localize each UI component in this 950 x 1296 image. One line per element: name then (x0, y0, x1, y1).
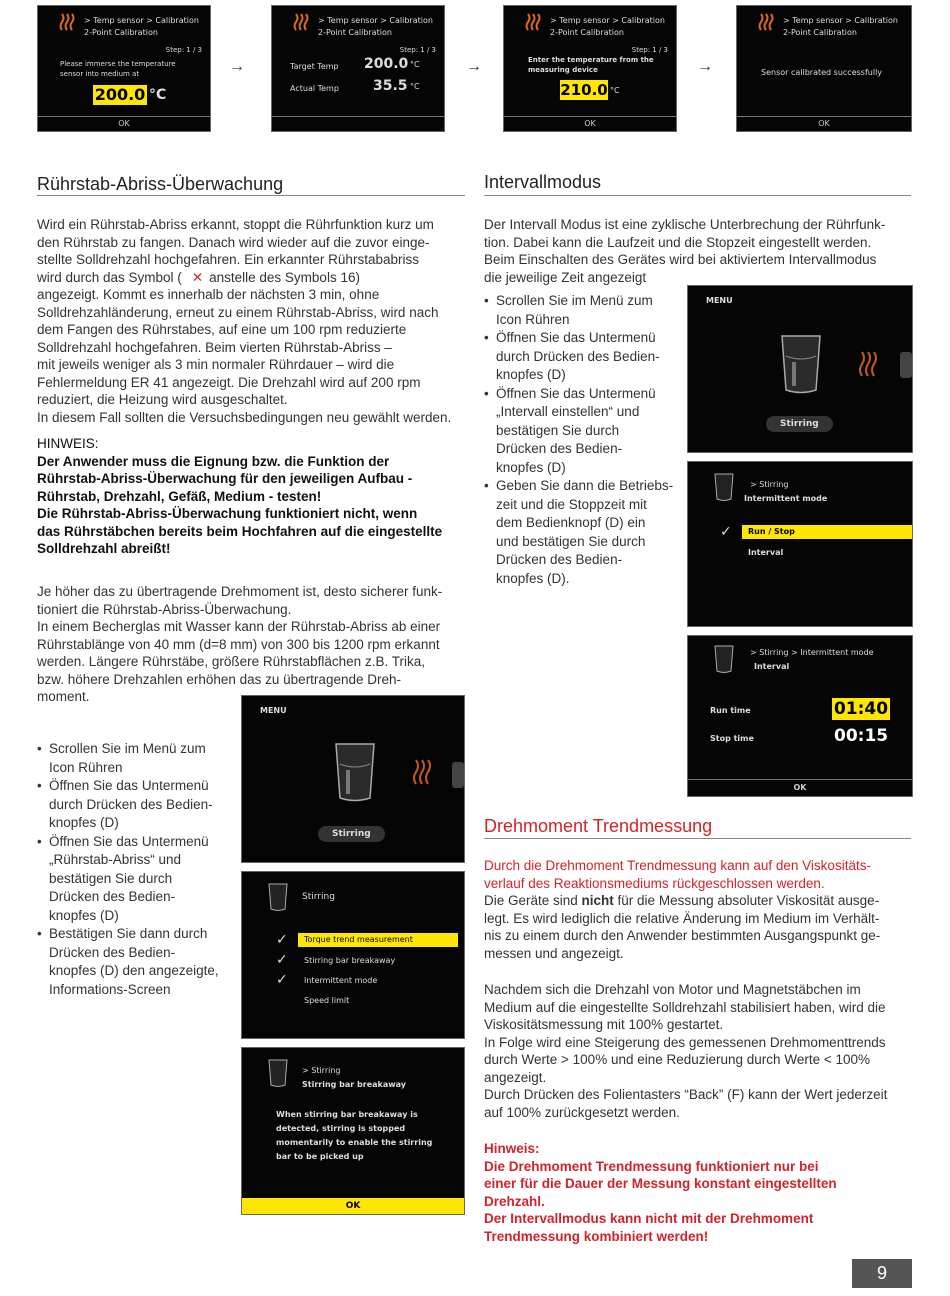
menu-selected-label[interactable]: Stirring (766, 416, 833, 432)
check-icon: ✓ (276, 972, 288, 988)
text-line: Rührstab-Abriss-Überwachung für den jeweiligen Aufbau - (37, 471, 413, 486)
run-time-label: Run time (710, 706, 751, 715)
screen-subtitle: Interval (754, 662, 790, 671)
menu-item-icon (452, 762, 464, 788)
text-line: Rührstab, Drehzahl, Gefäß, Medium - testen! (37, 488, 322, 504)
text-line: Beim Einschalten des Gerätes wird bei aktiviertem Intervallmodus (484, 252, 877, 267)
beaker-icon (266, 882, 290, 912)
list-item: • Öffnen Sie das Untermenü durch Drücken des Bedien- knopfes (D) (484, 329, 684, 385)
menu-screen (687, 285, 913, 453)
breakaway-cross-icon: ✕ (191, 269, 204, 285)
interval-screen (687, 635, 913, 797)
list-item: • Scrollen Sie im Menü zum Icon Rühren (484, 292, 684, 329)
ok-button[interactable]: OK (38, 116, 210, 131)
text-line: das Rührstäbchen bereits beim Hochfahren auf die eingestellte (37, 523, 443, 539)
message-line: measuring device (528, 66, 598, 74)
heater-icon (757, 12, 775, 34)
info-line: momentarily to enable the stirring (276, 1138, 433, 1147)
beaker-icon (712, 644, 736, 674)
menu-screen (241, 695, 465, 863)
page-number: 9 (852, 1259, 912, 1288)
text-line: Viskositätsmessung mit 100% gestartet. (484, 1017, 724, 1032)
text-line: Wird ein Rührstab-Abriss erkannt, stoppt die Rührfunktion kurz um (37, 217, 434, 232)
check-icon: ✓ (276, 952, 288, 968)
check-icon: ✓ (720, 524, 732, 540)
stop-time-value[interactable]: 00:15 (834, 726, 889, 746)
target-temp-unit: °C (410, 60, 420, 69)
arrow-right-icon: → (697, 58, 713, 75)
menu-title: MENU (260, 706, 287, 715)
success-message: Sensor calibrated successfully (761, 68, 883, 77)
message-line: Please immerse the temperature (60, 60, 176, 68)
interval-description (484, 216, 914, 286)
breadcrumb: > Stirring > Intermittent mode (750, 648, 874, 657)
divider (484, 838, 911, 839)
screen-subtitle: Intermittent mode (744, 494, 828, 503)
menu-item-torque-trend[interactable]: Torque trend measurement (298, 933, 458, 947)
screen-title: Stirring (302, 892, 335, 902)
step-indicator: Step: 1 / 3 (399, 46, 436, 54)
message-line: sensor into medium at (60, 70, 140, 78)
text-line: Die Geräte sind nicht für die Messung absoluter Viskosität ausge- (484, 893, 880, 908)
text-line: einer für die Dauer der Messung konstant eingestellten (484, 1176, 837, 1191)
check-icon: ✓ (276, 932, 288, 948)
beaker-icon (330, 740, 380, 804)
screen-subtitle: Stirring bar breakaway (302, 1080, 406, 1089)
section-title-interval-mode: Intervallmodus (484, 172, 602, 192)
breadcrumb: > Temp sensor > Calibration (783, 16, 898, 25)
note-heading: HINWEIS: (37, 436, 99, 451)
text-line: legt. Es wird lediglich die relative Änderung im Medium im Verhält- (484, 910, 880, 926)
text-line: mit jeweils weniger als 3 min normaler Rührdauer – wird die (37, 357, 395, 372)
text-line: moment. (37, 689, 90, 704)
text-line: Drehzahl. (484, 1193, 545, 1209)
info-line: detected, stirring is stopped (276, 1124, 406, 1133)
breadcrumb: > Temp sensor > Calibration (84, 16, 199, 25)
text-line: reduziert, die Heizung wird ausgeschaltet. (37, 392, 288, 407)
calibration-screen-3 (503, 5, 677, 132)
menu-item-speed-limit[interactable]: Speed limit (304, 996, 350, 1005)
step-indicator: Step: 1 / 3 (165, 46, 202, 54)
target-temp-value: 200.0 (364, 56, 409, 72)
ok-button[interactable]: OK (688, 779, 912, 796)
torque-trend-note (484, 1140, 924, 1245)
torque-trend-text (484, 857, 924, 962)
text-line: Der Intervall Modus ist eine zyklische Unterbrechung der Rührfunk- (484, 217, 886, 232)
list-item: • Öffnen Sie das Untermenü „Intervall einstellen“ und bestätigen Sie durch Drücken des Bedien- knopfes (D) (484, 385, 684, 478)
stop-time-label: Stop time (710, 734, 754, 743)
target-temp-label: Target Temp (290, 62, 339, 71)
unit-label: °C (149, 87, 167, 103)
text-line: Solldrehzahl hochgefahren. Beim vierten Rührstab-Abriss – (37, 339, 392, 355)
breakaway-description (37, 216, 467, 426)
menu-title: MENU (706, 296, 733, 305)
breadcrumb: > Stirring (750, 480, 789, 489)
breakaway-note (37, 435, 467, 558)
screen-subtitle: 2-Point Calibration (550, 28, 624, 37)
run-time-value[interactable]: 01:40 (833, 699, 889, 719)
calibration-screen-1 (37, 5, 211, 132)
breakaway-info-screen (241, 1047, 465, 1215)
text-line: Rührstablänge von 40 mm (d=8 mm) von 300 bis 1200 rpm erkannt (37, 636, 440, 652)
arrow-right-icon: → (466, 58, 482, 75)
option-run-stop[interactable]: Run / Stop (742, 525, 912, 539)
actual-temp-label: Actual Temp (290, 84, 339, 93)
text-line: In diesem Fall sollten die Versuchsbedingungen neu gewählt werden. (37, 409, 452, 425)
text-line: Der Intervallmodus kann nicht mit der Drehmoment (484, 1211, 814, 1226)
list-item: • Bestätigen Sie dann durch Drücken des Bedien- knopfes (D) den angezeigte, Informations-Screen (37, 925, 237, 999)
text-line: Solldrehzahl abreißt! (37, 541, 171, 556)
stirring-menu-screen (241, 871, 465, 1039)
text-line: Die Drehmoment Trendmessung funktioniert nur bei (484, 1158, 819, 1174)
list-item: • Öffnen Sie das Untermenü durch Drücken des Bedien- knopfes (D) (37, 777, 237, 833)
text-line: angezeigt. (484, 1069, 547, 1085)
text-line: In Folge wird eine Steigerung des gemessenen Drehmomenttrends (484, 1034, 886, 1050)
breadcrumb: > Temp sensor > Calibration (318, 16, 433, 25)
value-field[interactable]: 200.0 (94, 85, 146, 104)
breadcrumb: > Temp sensor > Calibration (550, 16, 665, 25)
breadcrumb: > Stirring (302, 1066, 341, 1075)
text-line: Je höher das zu übertragende Drehmoment ist, desto sicherer funk- (37, 584, 443, 599)
ok-button[interactable]: OK (504, 116, 676, 131)
text-line: Trendmessung kombiniert werden! (484, 1228, 709, 1244)
info-line: bar to be picked up (276, 1152, 364, 1161)
footer-bar (272, 116, 444, 131)
section-title-stirring-bar-breakaway: Rührstab-Abriss-Überwachung (37, 174, 284, 194)
text-line: Durch die Drehmoment Trendmessung kann auf den Viskositäts- (484, 858, 871, 873)
value-field[interactable]: 210.0 (560, 81, 608, 99)
text-line: Medium auf die eingestellte Solldrehzahl stabilisiert haben, wird die (484, 999, 886, 1015)
note-heading: Hinweis: (484, 1141, 540, 1156)
text-line: tion. Dabei kann die Laufzeit und die Stopzeit eingestellt werden. (484, 234, 872, 250)
torque-trend-procedure (484, 981, 924, 1121)
text-line: wird durch das Symbol ( ✕ anstelle des Symbols 16) (37, 269, 360, 285)
text-line: verlauf des Reaktionsmediums rückgeschlossen werden. (484, 875, 825, 891)
text-line: nis zu einem durch den Anwender bestimmten Ausgangspunkt ge- (484, 928, 881, 943)
menu-item-stirring-bar-breakaway[interactable]: Stirring bar breakaway (304, 956, 396, 965)
text-line: Nachdem sich die Drehzahl von Motor und Magnetstäbchen im (484, 982, 861, 997)
actual-temp-unit: °C (410, 82, 420, 91)
heater-icon (412, 756, 434, 788)
beaker-icon (712, 472, 736, 502)
beaker-icon (266, 1058, 290, 1088)
text-line: Der Anwender muss die Eignung bzw. die Funktion der (37, 453, 390, 469)
breakaway-steps-list (37, 740, 237, 999)
text-line: Solldrehzahländerung, erneut zu einem Rührstab-Abriss, wird nach (37, 304, 439, 320)
calibration-screen-4 (736, 5, 912, 132)
torque-description (37, 583, 467, 706)
heater-icon (858, 348, 880, 380)
text-line: angezeigt. Kommt es innerhalb der nächsten 3 min, ohne (37, 287, 380, 302)
text-line: den Rührstab zu fangen. Danach wird wieder auf die zuvor einge- (37, 234, 430, 250)
intermittent-mode-screen (687, 461, 913, 627)
info-line: When stirring bar breakaway is (276, 1110, 418, 1119)
heater-icon (58, 12, 76, 34)
text-line: stellte Solldrehzahl hochgefahren. Ein erkannter Rührstababriss (37, 252, 419, 267)
text-line: messen und angezeigt. (484, 945, 624, 961)
divider (484, 195, 911, 196)
list-item: • Öffnen Sie das Untermenü „Rührstab-Abriss“ und bestätigen Sie durch Drücken des Bedien- knopfes (D) (37, 833, 237, 926)
screen-subtitle: 2-Point Calibration (783, 28, 857, 37)
arrow-right-icon: → (229, 58, 245, 75)
text-line: Durch Drücken des Folientasters “Back” (F) kann der Wert jederzeit (484, 1087, 888, 1102)
text-line: Die Rührstab-Abriss-Überwachung funktioniert nicht, wenn (37, 506, 418, 521)
unit-label: °C (610, 86, 620, 95)
list-item: • Scrollen Sie im Menü zum Icon Rühren (37, 740, 237, 777)
list-item: • Geben Sie dann die Betriebs- zeit und die Stoppzeit mit dem Bedienknopf (D) ein und bestätigen Sie durch Drücken des Bedien- knopfes (D). (484, 477, 684, 588)
ok-button[interactable]: OK (737, 116, 911, 131)
message-line: Enter the temperature from the (528, 56, 654, 64)
step-indicator: Step: 1 / 3 (631, 46, 668, 54)
heater-icon (292, 12, 310, 34)
actual-temp-value: 35.5 (373, 78, 408, 94)
section-title-torque-trend: Drehmoment Trendmessung (484, 816, 713, 836)
beaker-icon (776, 332, 826, 396)
menu-item-intermittent-mode[interactable]: Intermittent mode (304, 976, 378, 985)
calibration-screen-2 (271, 5, 445, 132)
ok-button[interactable]: OK (242, 1198, 464, 1214)
text-line: bzw. höhere Drehzahlen erhöhen das zu übertragende Dreh- (37, 671, 401, 687)
text-line: werden. Längere Rührstäbe, größere Rührstabflächen z.B. Trika, (37, 654, 425, 669)
text-line: tioniert die Rührstab-Abriss-Überwachung. (37, 601, 292, 617)
text-line: In einem Becherglas mit Wasser kann der Rührstab-Abriss ab einer (37, 619, 441, 634)
menu-selected-label[interactable]: Stirring (318, 826, 385, 842)
text-line: dem Fangen des Rührstabes, auf eine um 100 rpm reduzierte (37, 322, 407, 337)
menu-item-icon (900, 352, 912, 378)
heater-icon (524, 12, 542, 34)
option-interval[interactable]: Interval (748, 548, 784, 557)
divider (37, 195, 465, 196)
screen-subtitle: 2-Point Calibration (318, 28, 392, 37)
text-line: auf 100% zurückgesetzt werden. (484, 1104, 680, 1120)
screen-subtitle: 2-Point Calibration (84, 28, 158, 37)
text-line: die jeweilige Zeit angezeigt (484, 269, 647, 285)
text-line: durch Werte > 100% und eine Reduzierung durch Werte < 100% (484, 1052, 870, 1067)
text-line: Fehlermeldung ER 41 angezeigt. Die Drehzahl wird auf 200 rpm (37, 374, 421, 390)
interval-steps-list (484, 292, 684, 588)
